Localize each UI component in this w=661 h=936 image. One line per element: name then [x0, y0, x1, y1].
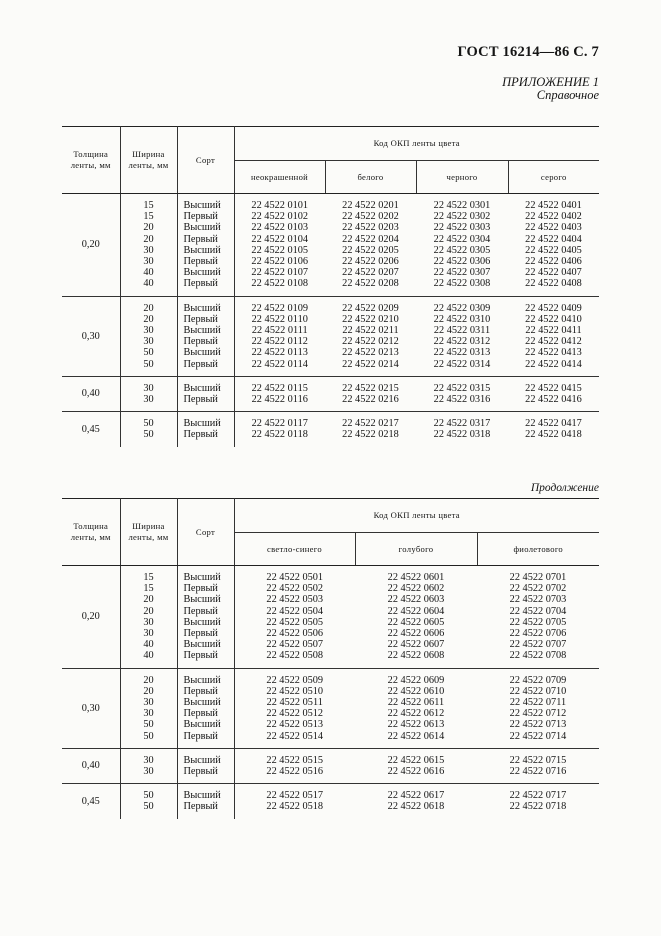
table-section-row — [62, 194, 599, 297]
okp-code-value: 22 4522 0405 — [525, 244, 582, 256]
okp-code-value: 22 4522 0416 — [525, 394, 582, 406]
grade-value: Первый — [183, 429, 218, 441]
grade-cell — [177, 748, 234, 783]
okp-code-value: 22 4522 0412 — [525, 336, 582, 348]
width-value: 50 — [143, 801, 154, 813]
grade-value: Высший — [183, 222, 221, 234]
okp-code-value: 22 4522 0312 — [433, 336, 491, 348]
okp-code-value: 22 4522 0418 — [525, 429, 582, 441]
grade-value: Первый — [183, 233, 218, 245]
okp-code-value: 22 4522 0212 — [342, 336, 399, 348]
okp-code-value: 22 4522 0607 — [387, 639, 445, 651]
width-value: 40 — [143, 278, 154, 290]
okp-code-value: 22 4522 0111 — [251, 325, 308, 337]
okp-code-value: 22 4522 0616 — [387, 766, 445, 778]
grade-value: Первый — [183, 605, 218, 617]
okp-code-value: 22 4522 0216 — [342, 394, 399, 406]
okp-code-value: 22 4522 0414 — [525, 358, 582, 370]
okp-code-value: 22 4522 0202 — [342, 211, 399, 223]
width-value: 30 — [143, 766, 154, 778]
width-value: 15 — [143, 200, 154, 211]
width-value: 50 — [143, 429, 154, 441]
okp-code-value: 22 4522 0402 — [525, 211, 582, 223]
okp-code-value: 22 4522 0712 — [509, 708, 567, 720]
grade-value: Высший — [183, 418, 221, 430]
width-cell — [120, 376, 177, 411]
color-header: фиолетового — [477, 533, 599, 566]
okp-code-value: 22 4522 0404 — [525, 233, 582, 245]
okp-code-value: 22 4522 0608 — [387, 650, 445, 662]
okp-code-cell — [508, 296, 599, 376]
width-value: 30 — [143, 336, 154, 348]
okp-code-value: 22 4522 0613 — [387, 719, 445, 731]
okp-code-value: 22 4522 0112 — [251, 336, 308, 348]
okp-code-value: 22 4522 0215 — [342, 382, 399, 394]
grade-value: Высший — [183, 572, 221, 583]
okp-code-value: 22 4522 0601 — [387, 572, 445, 583]
color-header: светло-синего — [234, 533, 355, 566]
okp-code-value: 22 4522 0502 — [266, 583, 324, 595]
okp-code-cell — [477, 748, 599, 783]
okp-code-cell — [234, 566, 355, 669]
okp-code-value: 22 4522 0211 — [342, 325, 399, 337]
table-section-row — [62, 784, 599, 819]
width-value: 30 — [143, 256, 154, 268]
okp-code-cell — [477, 784, 599, 819]
width-value: 20 — [143, 685, 154, 697]
okp-code-value: 22 4522 0516 — [266, 766, 324, 778]
table-section-row — [62, 296, 599, 376]
table-section-row — [62, 748, 599, 783]
okp-code-cell — [234, 412, 325, 447]
okp-code-value: 22 4522 0213 — [342, 347, 399, 359]
grade-cell — [177, 668, 234, 748]
width-value: 30 — [143, 628, 154, 640]
grade-value: Первый — [183, 211, 218, 223]
col-width-header: Ширина ленты, мм — [120, 127, 177, 194]
okp-code-cell — [234, 296, 325, 376]
col-width-header: Ширина ленты, мм — [120, 499, 177, 566]
okp-code-value: 22 4522 0701 — [509, 572, 567, 583]
okp-code-value: 22 4522 0615 — [387, 754, 445, 766]
okp-code-cell — [477, 566, 599, 669]
okp-code-cell — [234, 376, 325, 411]
okp-code-value: 22 4522 0610 — [387, 685, 445, 697]
grade-value: Высший — [183, 347, 221, 359]
okp-code-value: 22 4522 0512 — [266, 708, 324, 720]
okp-code-value: 22 4522 0709 — [509, 674, 567, 686]
thickness-cell: 0,30 — [62, 296, 120, 376]
thickness-cell: 0,40 — [62, 376, 120, 411]
okp-code-value: 22 4522 0507 — [266, 639, 324, 651]
okp-code-cell — [508, 376, 599, 411]
okp-code-value: 22 4522 0410 — [525, 313, 582, 325]
grade-value: Первый — [183, 628, 218, 640]
okp-code-value: 22 4522 0413 — [525, 347, 582, 359]
okp-code-value: 22 4522 0218 — [342, 429, 399, 441]
grade-value: Первый — [183, 708, 218, 720]
okp-code-value: 22 4522 0206 — [342, 256, 399, 268]
okp-code-value: 22 4522 0107 — [251, 267, 309, 279]
okp-code-value: 22 4522 0504 — [266, 605, 324, 617]
okp-code-value: 22 4522 0715 — [509, 754, 567, 766]
okp-code-value: 22 4522 0511 — [266, 697, 323, 709]
width-value: 40 — [143, 267, 154, 279]
appendix-heading — [502, 76, 599, 102]
width-cell — [120, 566, 177, 669]
okp-code-value: 22 4522 0315 — [433, 382, 491, 394]
okp-code-value: 22 4522 0304 — [433, 233, 491, 245]
okp-code-value: 22 4522 0210 — [342, 313, 399, 325]
okp-code-value: 22 4522 0704 — [509, 605, 567, 617]
width-value: 20 — [143, 313, 154, 325]
okp-code-value: 22 4522 0609 — [387, 674, 445, 686]
grade-value: Высший — [183, 719, 221, 731]
okp-code-value: 22 4522 0313 — [433, 347, 491, 359]
okp-code-value: 22 4522 0417 — [525, 418, 582, 430]
grade-cell — [177, 194, 234, 297]
width-value: 50 — [143, 358, 154, 370]
okp-code-cell — [508, 194, 599, 297]
grade-value: Высший — [183, 325, 221, 337]
width-cell — [120, 668, 177, 748]
okp-code-value: 22 4522 0104 — [251, 233, 309, 245]
okp-code-value: 22 4522 0606 — [387, 628, 445, 640]
appendix-subtitle: Справочное — [536, 88, 599, 102]
okp-code-cell — [355, 784, 477, 819]
appendix-title: ПРИЛОЖЕНИЕ 1 — [502, 75, 599, 89]
width-value: 30 — [143, 244, 154, 256]
width-value: 20 — [143, 302, 154, 314]
okp-code-value: 22 4522 0710 — [509, 685, 567, 697]
grade-value: Высший — [183, 267, 221, 279]
width-value: 40 — [143, 650, 154, 662]
width-value: 15 — [143, 583, 154, 595]
width-value: 50 — [143, 719, 154, 731]
okp-code-cell — [508, 412, 599, 447]
okp-code-value: 22 4522 0611 — [387, 697, 445, 709]
okp-code-value: 22 4522 0314 — [433, 358, 491, 370]
okp-code-value: 22 4522 0409 — [525, 302, 582, 314]
okp-code-cell — [325, 296, 416, 376]
col-grade-header: Сорт — [177, 499, 234, 566]
okp-code-value: 22 4522 0707 — [509, 639, 567, 651]
okp-code-value: 22 4522 0708 — [509, 650, 567, 662]
color-header: голубого — [355, 533, 477, 566]
okp-code-cell — [325, 194, 416, 297]
grade-value: Высший — [183, 594, 221, 606]
okp-code-value: 22 4522 0717 — [509, 790, 567, 802]
okp-code-value: 22 4522 0307 — [433, 267, 491, 279]
grade-value: Высший — [183, 790, 221, 802]
grade-cell — [177, 784, 234, 819]
grade-value: Первый — [183, 256, 218, 268]
okp-code-value: 22 4522 0510 — [266, 685, 324, 697]
okp-code-value: 22 4522 0718 — [509, 801, 567, 813]
okp-code-value: 22 4522 0509 — [266, 674, 324, 686]
width-value: 50 — [143, 347, 154, 359]
width-cell — [120, 194, 177, 297]
okp-code-value: 22 4522 0401 — [525, 200, 582, 211]
color-header: белого — [325, 161, 416, 194]
okp-code-value: 22 4522 0303 — [433, 222, 491, 234]
okp-code-value: 22 4522 0317 — [433, 418, 491, 430]
grade-value: Первый — [183, 583, 218, 595]
okp-code-value: 22 4522 0318 — [433, 429, 491, 441]
okp-code-cell — [416, 412, 508, 447]
okp-code-value: 22 4522 0201 — [342, 200, 399, 211]
col-group-header: Код ОКП ленты цвета — [234, 127, 599, 161]
width-value: 30 — [143, 382, 154, 394]
okp-code-value: 22 4522 0617 — [387, 790, 445, 802]
width-value: 20 — [143, 233, 154, 245]
thickness-cell: 0,20 — [62, 194, 120, 297]
okp-code-value: 22 4522 0605 — [387, 616, 445, 628]
okp-code-cell — [477, 668, 599, 748]
okp-code-value: 22 4522 0316 — [433, 394, 491, 406]
table-section-row — [62, 668, 599, 748]
okp-code-cell — [234, 784, 355, 819]
width-value: 50 — [143, 418, 154, 430]
grade-value: Высший — [183, 382, 221, 394]
okp-code-cell — [234, 194, 325, 297]
grade-value: Первый — [183, 313, 218, 325]
okp-code-value: 22 4522 0115 — [251, 382, 308, 394]
okp-code-value: 22 4522 0101 — [251, 200, 309, 211]
okp-code-value: 22 4522 0114 — [251, 358, 308, 370]
width-value: 30 — [143, 325, 154, 337]
okp-code-value: 22 4522 0205 — [342, 244, 399, 256]
okp-code-value: 22 4522 0406 — [525, 256, 582, 268]
grade-value: Высший — [183, 754, 221, 766]
okp-code-value: 22 4522 0203 — [342, 222, 399, 234]
width-value: 20 — [143, 594, 154, 606]
okp-code-value: 22 4522 0305 — [433, 244, 491, 256]
grade-value: Первый — [183, 766, 218, 778]
okp-code-cell — [325, 412, 416, 447]
grade-value: Высший — [183, 674, 221, 686]
grade-value: Первый — [183, 358, 218, 370]
okp-code-value: 22 4522 0207 — [342, 267, 399, 279]
grade-cell — [177, 296, 234, 376]
okp-code-table-2 — [62, 498, 599, 819]
okp-code-cell — [355, 566, 477, 669]
okp-code-value: 22 4522 0618 — [387, 801, 445, 813]
width-value: 30 — [143, 394, 154, 406]
okp-code-value: 22 4522 0217 — [342, 418, 399, 430]
thickness-cell: 0,45 — [62, 784, 120, 819]
okp-code-value: 22 4522 0106 — [251, 256, 309, 268]
grade-value: Первый — [183, 685, 218, 697]
width-value: 50 — [143, 730, 154, 742]
col-thickness-header: Толщина ленты, мм — [62, 499, 120, 566]
grade-value: Первый — [183, 650, 218, 662]
okp-code-value: 22 4522 0108 — [251, 278, 309, 290]
okp-code-value: 22 4522 0501 — [266, 572, 324, 583]
width-cell — [120, 412, 177, 447]
thickness-cell: 0,40 — [62, 748, 120, 783]
okp-code-cell — [416, 376, 508, 411]
okp-code-value: 22 4522 0110 — [251, 313, 308, 325]
okp-code-cell — [416, 296, 508, 376]
table-section-row — [62, 376, 599, 411]
okp-code-value: 22 4522 0603 — [387, 594, 445, 606]
width-cell — [120, 296, 177, 376]
width-value: 30 — [143, 697, 154, 709]
okp-code-cell — [325, 376, 416, 411]
okp-code-value: 22 4522 0301 — [433, 200, 491, 211]
color-header: неокрашенной — [234, 161, 325, 194]
col-thickness-header: Толщина ленты, мм — [62, 127, 120, 194]
okp-code-value: 22 4522 0209 — [342, 302, 399, 314]
thickness-cell: 0,45 — [62, 412, 120, 447]
okp-code-value: 22 4522 0102 — [251, 211, 309, 223]
okp-code-value: 22 4522 0407 — [525, 267, 582, 279]
okp-code-value: 22 4522 0612 — [387, 708, 445, 720]
col-grade-header: Сорт — [177, 127, 234, 194]
continuation-label: Продолжение — [530, 482, 599, 494]
grade-cell — [177, 376, 234, 411]
okp-code-value: 22 4522 0505 — [266, 616, 324, 628]
okp-code-value: 22 4522 0408 — [525, 278, 582, 290]
thickness-cell: 0,20 — [62, 566, 120, 669]
grade-value: Высший — [183, 616, 221, 628]
okp-code-value: 22 4522 0118 — [251, 429, 308, 441]
grade-value: Высший — [183, 244, 221, 256]
okp-code-value: 22 4522 0109 — [251, 302, 309, 314]
okp-code-value: 22 4522 0714 — [509, 730, 567, 742]
grade-value: Первый — [183, 278, 218, 290]
okp-code-value: 22 4522 0602 — [387, 583, 445, 595]
okp-code-value: 22 4522 0204 — [342, 233, 399, 245]
okp-code-value: 22 4522 0604 — [387, 605, 445, 617]
grade-value: Первый — [183, 801, 218, 813]
okp-code-cell — [234, 748, 355, 783]
grade-cell — [177, 412, 234, 447]
width-value: 20 — [143, 674, 154, 686]
page-header: ГОСТ 16214—86 С. 7 — [457, 44, 599, 60]
okp-code-value: 22 4522 0513 — [266, 719, 324, 731]
okp-code-value: 22 4522 0705 — [509, 616, 567, 628]
grade-value: Высший — [183, 200, 221, 211]
okp-code-value: 22 4522 0116 — [251, 394, 308, 406]
width-value: 30 — [143, 708, 154, 720]
width-value: 30 — [143, 616, 154, 628]
okp-code-value: 22 4522 0403 — [525, 222, 582, 234]
width-value: 30 — [143, 754, 154, 766]
width-value: 15 — [143, 211, 154, 223]
okp-code-value: 22 4522 0103 — [251, 222, 309, 234]
okp-code-value: 22 4522 0518 — [266, 801, 324, 813]
okp-code-value: 22 4522 0208 — [342, 278, 399, 290]
width-cell — [120, 748, 177, 783]
width-value: 20 — [143, 222, 154, 234]
grade-value: Первый — [183, 730, 218, 742]
okp-code-value: 22 4522 0514 — [266, 730, 324, 742]
okp-code-value: 22 4522 0702 — [509, 583, 567, 595]
okp-code-cell — [355, 668, 477, 748]
grade-value: Первый — [183, 336, 218, 348]
okp-code-value: 22 4522 0517 — [266, 790, 324, 802]
table-section-row — [62, 412, 599, 447]
width-value: 20 — [143, 605, 154, 617]
okp-code-value: 22 4522 0308 — [433, 278, 491, 290]
okp-code-value: 22 4522 0214 — [342, 358, 399, 370]
width-value: 40 — [143, 639, 154, 651]
width-value: 15 — [143, 572, 154, 583]
okp-code-value: 22 4522 0515 — [266, 754, 324, 766]
grade-value: Высший — [183, 697, 221, 709]
okp-code-cell — [416, 194, 508, 297]
okp-code-value: 22 4522 0311 — [433, 325, 491, 337]
grade-cell — [177, 566, 234, 669]
color-header: серого — [508, 161, 599, 194]
okp-code-value: 22 4522 0117 — [251, 418, 308, 430]
okp-code-value: 22 4522 0713 — [509, 719, 567, 731]
grade-value: Высший — [183, 302, 221, 314]
okp-code-value: 22 4522 0716 — [509, 766, 567, 778]
okp-code-value: 22 4522 0411 — [525, 325, 582, 337]
okp-code-value: 22 4522 0306 — [433, 256, 491, 268]
table-section-row — [62, 566, 599, 669]
grade-value: Первый — [183, 394, 218, 406]
thickness-cell: 0,30 — [62, 668, 120, 748]
okp-code-cell — [355, 748, 477, 783]
okp-code-value: 22 4522 0309 — [433, 302, 491, 314]
okp-code-cell — [234, 668, 355, 748]
okp-code-value: 22 4522 0614 — [387, 730, 445, 742]
okp-code-value: 22 4522 0506 — [266, 628, 324, 640]
okp-code-value: 22 4522 0508 — [266, 650, 324, 662]
okp-code-value: 22 4522 0105 — [251, 244, 309, 256]
width-cell — [120, 784, 177, 819]
okp-code-value: 22 4522 0415 — [525, 382, 582, 394]
okp-code-table-1 — [62, 126, 599, 447]
okp-code-value: 22 4522 0711 — [509, 697, 567, 709]
grade-value: Высший — [183, 639, 221, 651]
okp-code-value: 22 4522 0310 — [433, 313, 491, 325]
okp-code-value: 22 4522 0703 — [509, 594, 567, 606]
width-value: 50 — [143, 790, 154, 802]
okp-code-value: 22 4522 0706 — [509, 628, 567, 640]
okp-code-value: 22 4522 0302 — [433, 211, 491, 223]
okp-code-value: 22 4522 0503 — [266, 594, 324, 606]
okp-code-value: 22 4522 0113 — [251, 347, 308, 359]
col-group-header: Код ОКП ленты цвета — [234, 499, 599, 533]
color-header: черного — [416, 161, 508, 194]
